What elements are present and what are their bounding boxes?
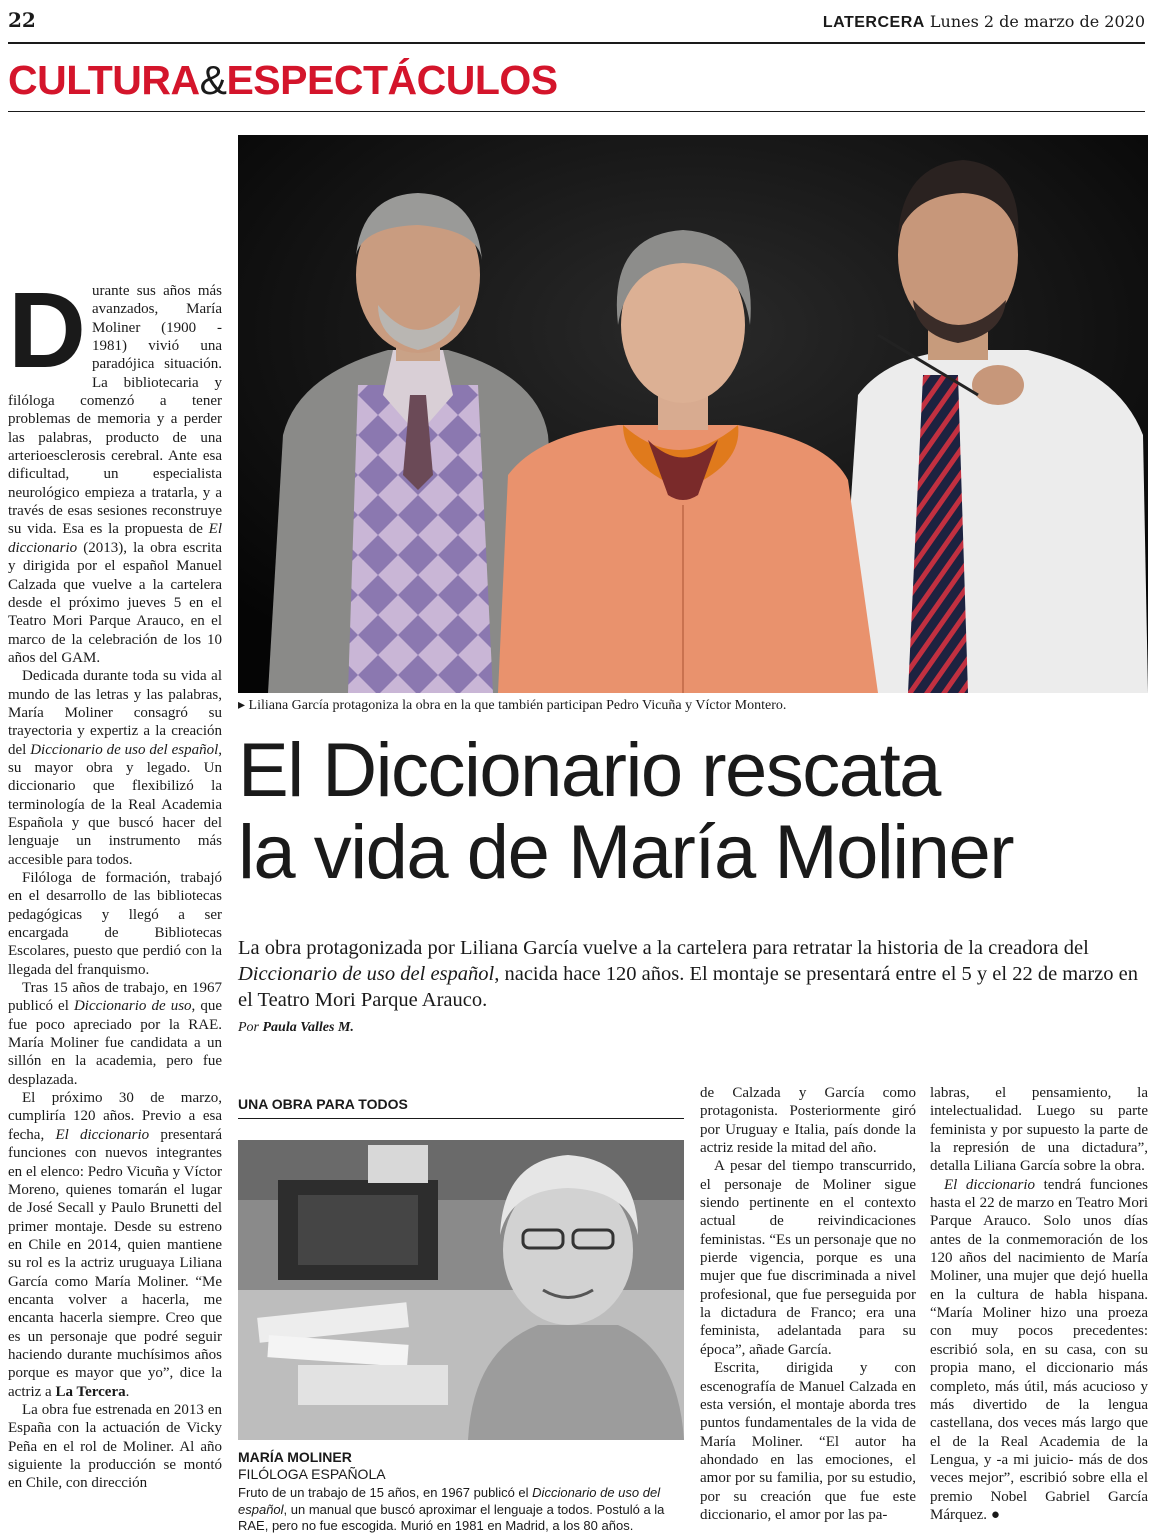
header-rule xyxy=(8,42,1145,44)
paragraph-5-text-b: presentará funciones con nuevos integrantes en el elenco: Pedro Vicuña y Víctor Moreno, quienes tomarán el lugar de José Secall y Paulo Brunetti del primer montaje. Desde su estreno en Chile en 2014, quien mantiene su rol es la actriz uruguaya Liliana García como María Moliner. “Me encanta volver a hacerla, me encanta hacerla siempre. Creo que es un personaje que podré seguir haciendo durante muchísimos años porque es mayor que yo”, dice la actriz a xyxy=(8,1126,222,1400)
dictionary-title-short: Diccionario de uso xyxy=(73,998,192,1015)
paragraph-1 xyxy=(8,269,222,667)
deck-book-title: Diccionario de uso del español xyxy=(238,963,495,985)
dictionary-title: Diccionario de uso del español xyxy=(30,741,219,758)
paragraph-5 xyxy=(8,1089,222,1401)
sidebar-photo xyxy=(238,1140,684,1440)
article-column-3 xyxy=(700,1084,916,1524)
play-title: El diccionario xyxy=(8,521,222,556)
main-photo xyxy=(238,135,1148,693)
paragraph-6: La obra fue estrenada en 2013 en España con la actuación de Vicky Peña en el rol de Moliner. Al año siguiente la producción se montó en Chile, con dirección xyxy=(8,1401,222,1492)
article-column-4 xyxy=(930,1084,1148,1524)
newspaper-name: La Tercera xyxy=(55,1383,126,1400)
deck-text-a: La obra protagonizada por Liliana García vuelve a la cartelera para retratar la historia de la creadora del xyxy=(238,937,1089,959)
sidebar-text-b: , un manual que buscó aproximar el lenguaje a todos. Postuló a la RAE, pero no fue escogida. Murió en 1981 en Madrid, a los 80 años. xyxy=(238,1501,665,1533)
paragraph-4-text-b: , que fue poco apreciado por la RAE. María Moliner fue candidata a un sillón en la academia, pero fue desplazada. xyxy=(8,998,222,1088)
play-title: El diccionario xyxy=(55,1126,150,1143)
paragraph-10: labras, el pensamiento, la intelectualidad. Luego su parte feminista y por supuesto la parte de la represión de una dictadura”, detalla Liliana García sobre la obra. xyxy=(930,1085,1148,1175)
paragraph-5-text-c: . xyxy=(125,1383,130,1400)
sidebar-photo-illustration xyxy=(238,1140,684,1440)
paragraph-5-text-a: El próximo 30 de marzo, cumpliría 120 años. Previo a esa fecha, xyxy=(8,1090,222,1143)
headline-line-2: la vida de María Moliner xyxy=(238,810,1014,895)
section-title-part2: ESPECTÁCULOS xyxy=(226,57,558,103)
paragraph-1-text-b: (2013), la obra escrita y dirigida por el español Manuel Calzada que vuelve a la cartelera desde el próximo jueves 5 en el Teatro Mori Parque Arauco, en el marco de la celebración de los 10 años del GAM. xyxy=(8,539,222,666)
section-rule xyxy=(8,111,1145,112)
paragraph-8: A pesar del tiempo transcurrido, el personaje de Moliner sigue siendo pertinente en el contexto actual de reivindicaciones feministas. “Es un personaje que no pierde vigencia, porque es una mujer que fue discriminada a nivel profesional, que fue perseguida por la dictadura de Franco; era una feminista, adelantada para su época”, añade García. xyxy=(700,1158,916,1358)
paragraph-9: Escrita, dirigida y con escenografía de Manuel Calzada en esta versión, el montaje aborda tres puntos fundamentales de la vida de María Moliner. “El autor ha ahondado en las emociones, el amor por su familia, por su estudio, por su creación que fue este diccionario, el amor por las pa- xyxy=(700,1360,916,1523)
article-column-1 xyxy=(8,269,222,1493)
headline-line-1: El Diccionario rescata xyxy=(238,728,940,813)
sidebar-kicker: UNA OBRA PARA TODOS xyxy=(238,1096,408,1112)
sidebar-text-a: Fruto de un trabajo de 15 años, en 1967 publicó el xyxy=(238,1485,533,1500)
newspaper-brand: LATERCERA xyxy=(822,14,925,31)
section-title-part1: CULTURA xyxy=(8,57,200,103)
sidebar-dictionary-title: Diccionario de uso del español xyxy=(238,1485,661,1517)
paragraph-2 xyxy=(8,667,222,869)
end-mark: ● xyxy=(990,1506,1000,1523)
sidebar-rule xyxy=(238,1118,684,1119)
play-title: El diccionario xyxy=(944,1176,1036,1193)
section-title-ampersand: & xyxy=(199,57,227,103)
byline xyxy=(238,1020,354,1036)
headline xyxy=(238,730,1143,894)
deck xyxy=(238,935,1143,1013)
masthead xyxy=(823,12,1145,32)
sidebar-person-role: FILÓLOGA ESPAÑOLA xyxy=(238,1466,386,1482)
byline-author: Paula Valles M. xyxy=(262,1020,354,1035)
paragraph-2-text-b: , su mayor obra y legado. Un diccionario que flexibilizó la terminología de la Real Academia Española y que buscó hacer del lenguaje un instrumento más accesible para todos. xyxy=(8,741,222,868)
deck-text-b: , nacida hace 120 años. El montaje se presentará entre el 5 y el 22 de marzo en el Teatro Mori Parque Arauco. xyxy=(238,963,1138,1011)
paragraph-1-text-a: urante sus años más avanzados, María Moliner (1900 - 1981) vivió una paradójica situación. La bibliotecaria y filóloga comenzó a tener problemas de memoria y a perder las palabras, producto de una arterioesclerosis cerebral. Ante esa dificultad, un especialista neurológico empieza a tratarla, y a través de esas sesiones reconstruye su vida. Esa es la propuesta de xyxy=(8,283,222,538)
page-number: 22 xyxy=(8,8,36,32)
paragraph-3: Filóloga de formación, trabajó en el desarrollo de las bibliotecas pedagógicas y llegó a ser encargada de Bibliotecas Escolares, puesto que perdió con la llegada del franquismo. xyxy=(8,870,222,978)
paragraph-7: de Calzada y García como protagonista. Posteriormente giró por Uruguay e Italia, país donde la actriz reside la mitad del año. xyxy=(700,1085,916,1157)
paragraph-11 xyxy=(930,1176,1148,1525)
photo-caption: ▸ Liliana García protagoniza la obra en la que también participan Pedro Vicuña y Víctor Montero. xyxy=(238,698,787,713)
paragraph-4-text-a: Tras 15 años de trabajo, en 1967 publicó el xyxy=(8,980,222,1015)
main-photo-illustration xyxy=(238,135,1148,693)
sidebar-person-name: MARÍA MOLINER xyxy=(238,1449,352,1465)
section-title xyxy=(8,56,558,104)
byline-prefix: Por xyxy=(238,1020,259,1035)
issue-date: Lunes 2 de marzo de 2020 xyxy=(929,12,1145,31)
sidebar-text xyxy=(238,1485,686,1535)
drop-cap: D xyxy=(8,269,86,390)
paragraph-11-text: tendrá funciones hasta el 22 de marzo en Teatro Mori Parque Arauco. Solo unos días antes de la conmemoración de los 120 años del nacimiento de María Moliner, una mujer que dejó huella en la cultura de habla hispana. “María Moliner hizo una proeza con muy pocos precedentes: escribió sola, en su casa, con su propia mano, el diccionario más completo, más útil, más acucioso y más divertido de la lengua castellana, dos veces más largo que el de la Real Academia de la Lengua, y -a mi juicio- más de dos veces mejor”, escribió sobre ella el premio Nobel Gabriel García Márquez. xyxy=(930,1176,1148,1523)
paragraph-2-text-a: Dedicada durante toda su vida al mundo de las letras y las palabras, María Moliner consagró su trayectoria y expertiz a la creación del xyxy=(8,668,222,758)
paragraph-4 xyxy=(8,979,222,1089)
